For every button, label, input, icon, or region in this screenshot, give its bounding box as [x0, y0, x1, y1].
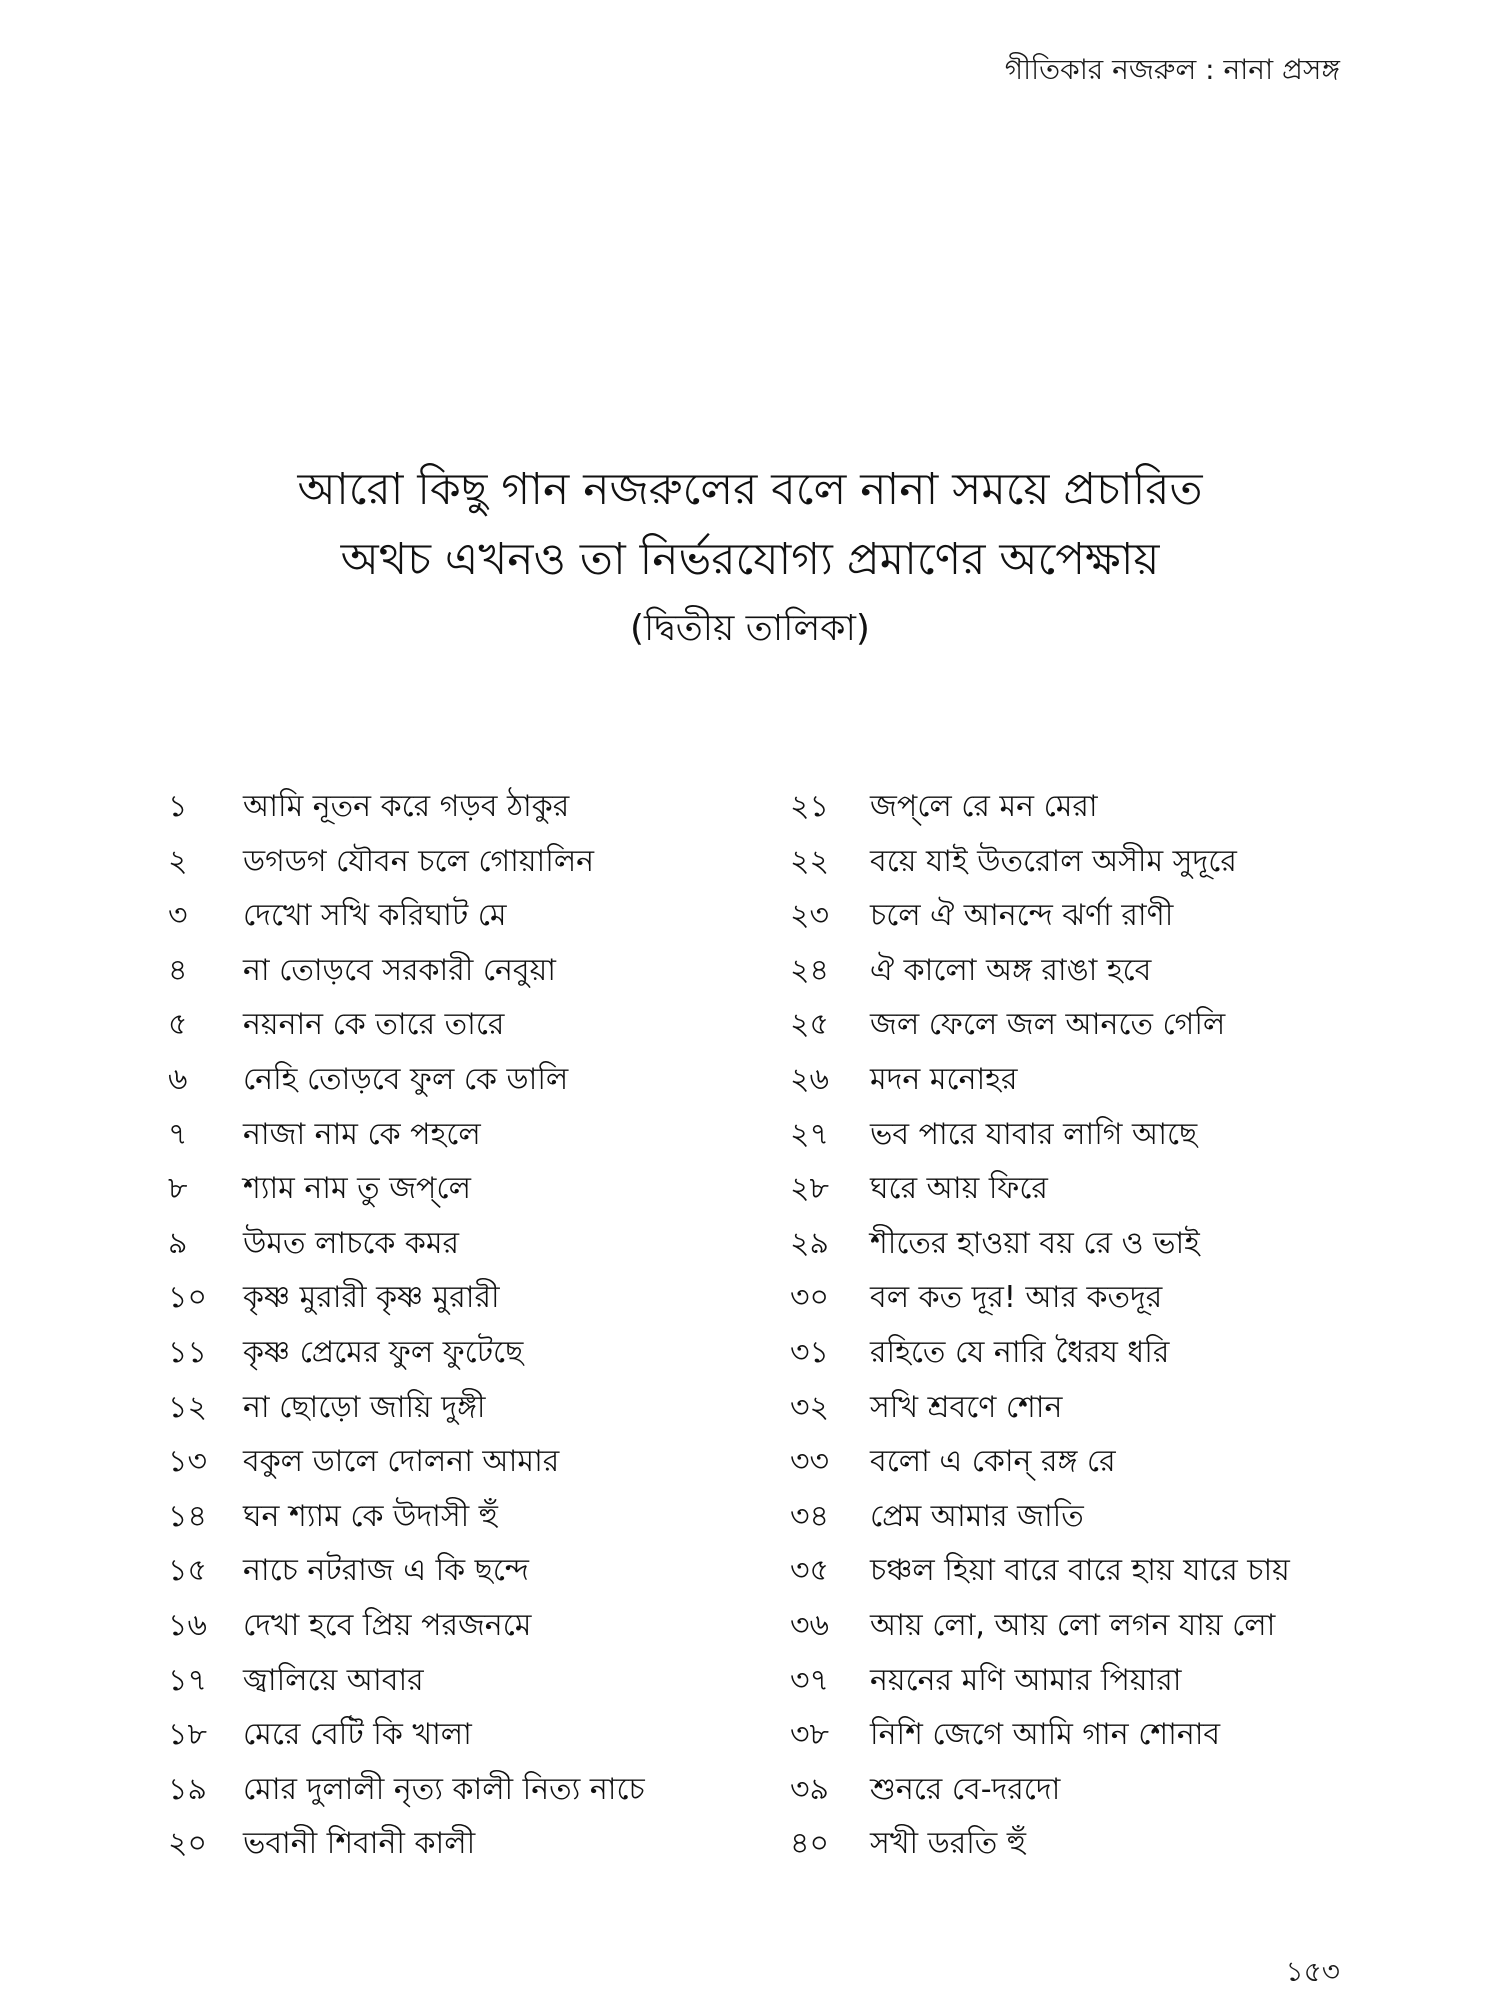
page-number: ১৫৩ [1285, 1955, 1340, 1988]
list-item [790, 1055, 1350, 1110]
song-title: দেখা হবে প্রিয় পরজনমে [243, 1607, 532, 1643]
song-number: ৭ [168, 1116, 188, 1152]
song-number: ৬ [168, 1061, 188, 1097]
list-item [790, 837, 1350, 892]
song-number: ৩৭ [790, 1662, 830, 1698]
list-item [790, 946, 1350, 1001]
list-item [168, 1546, 768, 1601]
song-number: ১৯ [168, 1771, 207, 1807]
list-item [168, 1492, 768, 1547]
song-title: নয়নান কে তারে তারে [243, 1007, 505, 1043]
song-title: জ্বালিয়ে আবার [243, 1662, 424, 1698]
song-title: বলো এ কোন্ রঙ্গ রে [870, 1444, 1116, 1480]
song-title: চলে ঐ আনন্দে ঝর্ণা রাণী [870, 898, 1174, 934]
list-item [168, 946, 768, 1001]
song-number: ১৭ [168, 1662, 207, 1698]
list-item [168, 1601, 768, 1656]
song-number: ১ [168, 789, 188, 824]
song-title: না তোড়বে সরকারী নেবুয়া [243, 952, 557, 988]
list-item [168, 1273, 768, 1328]
song-title: বল কত দূর! আর কতদূর [870, 1280, 1163, 1316]
song-title: শুনরে বে-দরদো [870, 1771, 1061, 1807]
list-item [790, 1656, 1350, 1711]
song-title: শ্যাম নাম তু জপ্‌লে [243, 1171, 471, 1207]
song-number: ২৪ [790, 952, 829, 988]
list-item [168, 891, 768, 946]
song-number: ২২ [790, 843, 830, 879]
list-item [790, 1383, 1350, 1438]
song-number: ২৭ [790, 1116, 830, 1152]
song-number: ৩৬ [790, 1607, 830, 1643]
list-item [790, 1710, 1350, 1765]
song-title: মেরে বেটি কি খালা [243, 1717, 472, 1753]
song-number: ২৫ [790, 1007, 829, 1043]
list-item [168, 1656, 768, 1711]
song-title: জল ফেলে জল আনতে গেলি [870, 1007, 1226, 1043]
song-title: বকুল ডালে দোলনা আমার [243, 1444, 560, 1480]
song-number: ১১ [168, 1334, 207, 1370]
list-item [790, 1000, 1350, 1055]
list-item [790, 1273, 1350, 1328]
list-item [790, 1437, 1350, 1492]
running-header: গীতিকার নজরুল : নানা প্রসঙ্গ [1004, 53, 1340, 86]
song-number: ১৮ [168, 1717, 207, 1753]
song-number: ৩৩ [790, 1444, 830, 1480]
song-title: আমি নূতন করে গড়ব ঠাকুর [243, 789, 570, 824]
list-item [790, 1546, 1350, 1601]
song-number: ৪০ [790, 1826, 829, 1862]
list-subtitle: (দ্বিতীয় তালিকা) [630, 608, 870, 649]
list-item [790, 1601, 1350, 1656]
song-number: ১৩ [168, 1444, 207, 1480]
title-line-1: আরো কিছু গান নজরুলের বলে নানা সময়ে প্রচারিত [297, 464, 1203, 515]
song-title: মোর দুলালী নৃত্য কালী নিত্য নাচে [243, 1771, 645, 1807]
song-title: শীতের হাওয়া বয় রে ও ভাই [870, 1225, 1200, 1261]
list-item [168, 1710, 768, 1765]
list-item [790, 782, 1350, 837]
song-number: ৩৪ [790, 1498, 829, 1534]
song-title: ঘন শ্যাম কে উদাসী হুঁ [243, 1498, 498, 1534]
list-item [790, 1492, 1350, 1547]
song-number: ৩৫ [790, 1553, 829, 1589]
song-number: ১২ [168, 1389, 207, 1425]
song-number: ৮ [168, 1171, 188, 1207]
list-item [790, 1765, 1350, 1820]
song-title: ঐ কালো অঙ্গ রাঙা হবে [870, 952, 1152, 988]
song-number: ৩১ [790, 1334, 829, 1370]
list-item [168, 837, 768, 892]
list-item [790, 1110, 1350, 1165]
list-item [168, 1765, 768, 1820]
list-item [168, 1055, 768, 1110]
song-title: নাজা নাম কে পহলে [243, 1116, 481, 1152]
song-number: ২১ [790, 789, 829, 824]
song-number: ২৬ [790, 1061, 830, 1097]
song-title: সখী ডরতি হুঁ [870, 1826, 1027, 1862]
list-item [168, 1110, 768, 1165]
song-number: ২৩ [790, 898, 830, 934]
song-number: ২০ [168, 1826, 208, 1862]
song-title: কৃষ্ণ মুরারী কৃষ্ণ মুরারী [243, 1280, 500, 1316]
song-number: ৫ [168, 1007, 188, 1043]
song-number: ৩৮ [790, 1717, 829, 1753]
song-number: ৯ [168, 1225, 188, 1261]
list-item [168, 782, 768, 837]
list-item [790, 1164, 1350, 1219]
song-title: ডগডগ যৌবন চলে গোয়ালিন [243, 843, 595, 879]
song-title: উমত লাচকে কমর [243, 1225, 460, 1261]
song-number: ২৮ [790, 1171, 829, 1207]
song-title: আয় লো, আয় লো লগন যায় লো [870, 1607, 1276, 1643]
song-number: ৪ [168, 952, 188, 988]
song-number: ৩৯ [790, 1771, 829, 1807]
list-item [790, 1219, 1350, 1274]
list-item [790, 891, 1350, 946]
song-title: ঘরে আয় ফিরে [870, 1171, 1048, 1207]
song-number: ১৪ [168, 1498, 207, 1534]
song-title: নেহি তোড়বে ফুল কে ডালি [243, 1061, 569, 1097]
song-title: মদন মনোহর [870, 1061, 1018, 1097]
song-number: ১৫ [168, 1553, 207, 1589]
song-title: বয়ে যাই উতরোল অসীম সুদূরে [870, 843, 1237, 879]
song-number: ১৬ [168, 1607, 207, 1643]
list-item [168, 1437, 768, 1492]
song-title: প্রেম আমার জাতি [870, 1498, 1084, 1534]
song-list-left [168, 782, 768, 1874]
list-item [168, 1164, 768, 1219]
song-title: নয়নের মণি আমার পিয়ারা [870, 1662, 1182, 1698]
list-item [168, 1819, 768, 1874]
list-item [168, 1000, 768, 1055]
song-number: ২৯ [790, 1225, 829, 1261]
song-title: দেখো সখি করিঘাট মে [243, 898, 507, 934]
song-number: ৩০ [790, 1280, 830, 1316]
song-number: ১০ [168, 1280, 207, 1316]
list-item [168, 1383, 768, 1438]
song-title: ভবানী শিবানী কালী [243, 1826, 476, 1862]
song-title: না ছোড়ো জায়ি দুঙ্গী [243, 1389, 486, 1425]
song-number: ২ [168, 843, 188, 879]
title-block [0, 455, 1500, 659]
song-title: চঞ্চল হিয়া বারে বারে হায় যারে চায় [870, 1553, 1290, 1589]
song-title: কৃষ্ণ প্রেমের ফুল ফুটেছে [243, 1334, 524, 1370]
song-list-right [790, 782, 1350, 1874]
song-title: নাচে নটরাজ এ কি ছন্দে [243, 1553, 529, 1589]
song-number: ৩২ [790, 1389, 830, 1425]
list-item [790, 1328, 1350, 1383]
song-number: ৩ [168, 898, 188, 934]
song-title: ভব পারে যাবার লাগি আছে [870, 1116, 1198, 1152]
list-item [168, 1219, 768, 1274]
song-title: রহিতে যে নারি ধৈরয ধরি [870, 1334, 1170, 1370]
song-title: সখি শ্রবণে শোন [870, 1389, 1063, 1425]
song-title: জপ্‌লে রে মন মেরা [870, 789, 1098, 824]
list-item [168, 1328, 768, 1383]
list-item [790, 1819, 1350, 1874]
song-title: নিশি জেগে আমি গান শোনাব [870, 1717, 1221, 1753]
title-line-2: অথচ এখনও তা নির্ভরযোগ্য প্রমাণের অপেক্ষায় [340, 534, 1160, 585]
